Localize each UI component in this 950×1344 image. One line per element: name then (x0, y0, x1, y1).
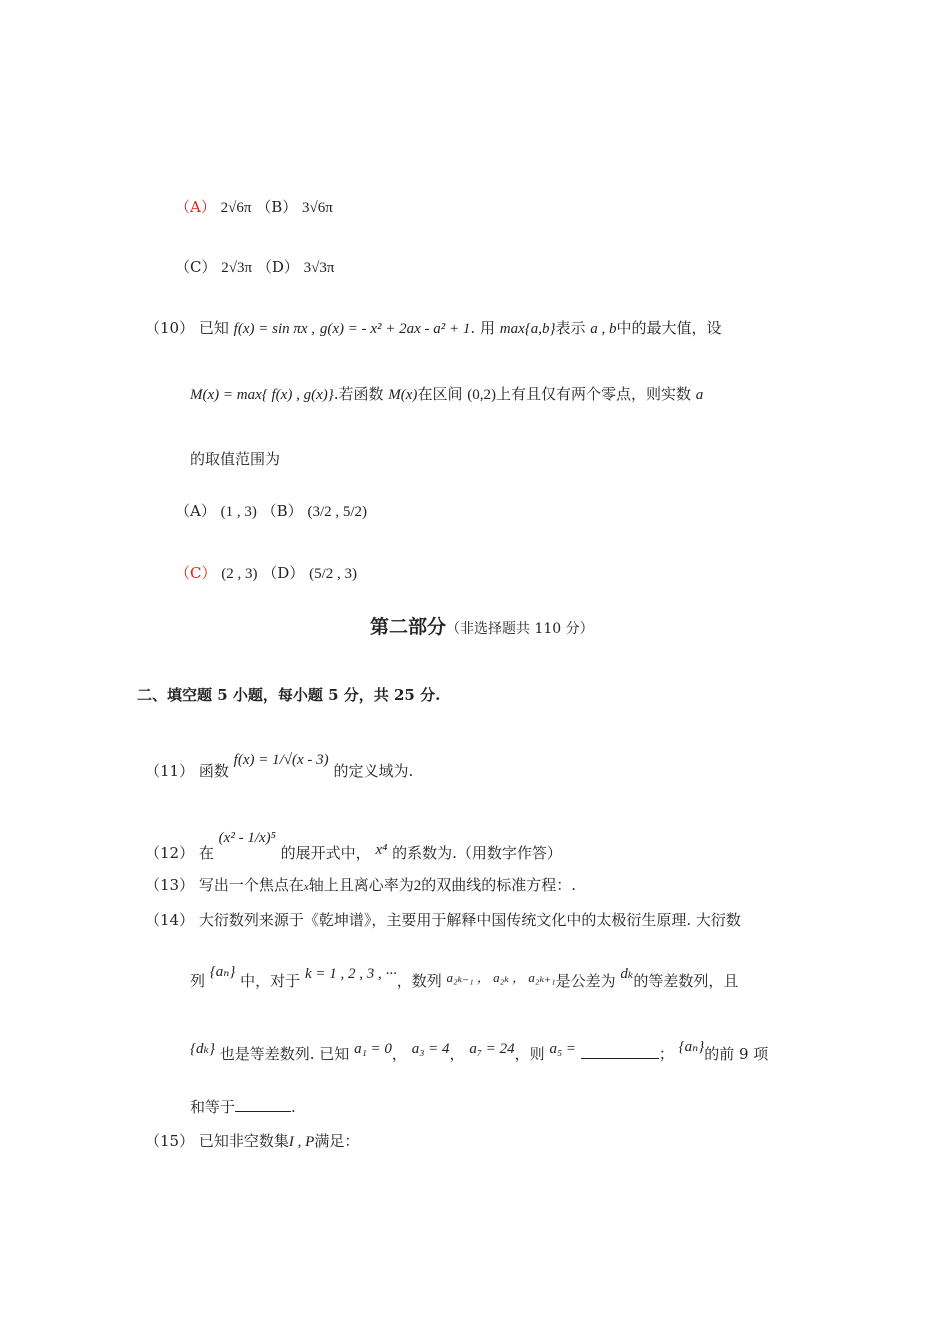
q14-sequence-an: {aₙ} (209, 964, 236, 980)
q15-line (145, 1130, 359, 1151)
q9-option-c-value: 2√3π (221, 260, 253, 276)
q10-line1 (145, 317, 722, 338)
q10-option-b-label: （B） (261, 502, 303, 520)
q15-sets: I , P (288, 1134, 315, 1150)
q10-option-a-value: (1 , 3) (220, 504, 257, 520)
q12-term: x⁴ (375, 842, 388, 858)
q10-text: 在区间 (417, 385, 463, 403)
q14-text: 的前 9 项 (704, 1045, 769, 1063)
q11-line (145, 752, 414, 781)
q10-ab-variables: a , b (590, 321, 617, 337)
q9-option-a-label: （A） (175, 198, 216, 216)
q10-line2 (190, 383, 703, 404)
q15-text: 已知非空数集 (198, 1132, 289, 1150)
q10-text: 中的最大值，设 (616, 319, 722, 337)
q14-terms: a₂ₖ₋₁ ， a₂ₖ ， a₂ₖ₊₁ (446, 970, 556, 985)
q9-option-b-label: （B） (256, 198, 298, 216)
q11-text: 函数 (198, 762, 229, 780)
q10-options-row1 (175, 500, 367, 521)
q10-options-row2 (175, 562, 357, 583)
q14-a7: a₇ = 24 (469, 1041, 515, 1057)
q10-a-variable: a (695, 387, 704, 403)
q14-text: ，则 (514, 1045, 545, 1063)
q10-option-c-label: （C） (175, 564, 217, 582)
q14-sequence-dk: {dₖ} (190, 1041, 215, 1057)
q10-option-c-value: (2 , 3) (221, 566, 258, 582)
q14-a5: a₅ = (549, 1041, 577, 1057)
q14-number: （14） (145, 911, 195, 929)
section2-heading: 二、填空题 5 小题，每小题 5 分，共 25 分. (137, 686, 441, 704)
q14-answer-blank-2[interactable] (235, 1097, 291, 1112)
q11-expression: f(x) = 1/√(x - 3) (233, 752, 329, 768)
q10-line3 (190, 448, 280, 469)
q10-text: . 用 (470, 319, 495, 337)
q11-number: （11） (145, 762, 195, 780)
q14-line3: {dₖ} 也是等差数列. 已知 a₁ = 0， a₃ = 4， a₇ = 24，则 a₅ = ； {aₙ}的前 9 项 (190, 1039, 769, 1063)
q10-option-a-label: （A） (175, 502, 216, 520)
q9-options-row1 (175, 196, 333, 217)
q10-option-b-value: (3/2 , 5/2) (307, 504, 368, 520)
q14-line1 (145, 909, 741, 930)
q14-text: ，数列 (396, 972, 442, 990)
q14-text: 是公差为 (555, 972, 616, 990)
q10-f-definition: f(x) = sin πx , (233, 321, 316, 337)
q10-text: .若函数 (333, 385, 384, 403)
q13-line (145, 874, 576, 895)
q10-g-definition: g(x) = - x² + 2ax - a² + 1 (319, 321, 471, 337)
q13-text: 的双曲线的标准方程：. (421, 876, 577, 894)
q10-m-definition: M(x) = max{ f(x) , g(x)} (190, 387, 334, 403)
q15-text: 满足： (314, 1132, 360, 1150)
q14-text: 中，对于 (240, 972, 301, 990)
q14-text: 和等于 (190, 1098, 236, 1116)
q14-k-values: k = 1 , 2 , 3 , ··· (304, 966, 397, 982)
q14-text: 也是等差数列. 已知 (219, 1045, 350, 1063)
q12-text: 在 (198, 844, 214, 862)
q10-text: 的取值范围为 (190, 450, 281, 468)
q9-options-row2 (175, 256, 334, 277)
q12-line (145, 830, 562, 863)
q14-text: 大衍数列来源于《乾坤谱》，主要用于解释中国传统文化中的太极衍生原理. 大衍数 (198, 911, 741, 929)
q14-sequence-an-2: {aₙ} (678, 1039, 705, 1055)
q14-text: ； (658, 1045, 674, 1063)
q9-option-d-value: 3√3π (303, 260, 335, 276)
q12-number: （12） (145, 844, 195, 862)
q13-text: 轴上且离心率为 (308, 876, 414, 894)
q12-expression: (x² - 1/x)⁵ (218, 830, 276, 846)
q14-text: 列 (190, 972, 206, 990)
q10-number: （10） (145, 319, 195, 337)
q13-text: 写出一个焦点在 (198, 876, 304, 894)
q14-text: 的等差数列，且 (633, 972, 739, 990)
q10-text: 表示 (555, 319, 586, 337)
q10-mx: M(x) (388, 387, 418, 403)
q9-option-b-value: 3√6π (302, 200, 333, 216)
q12-text: 的系数为.（用数字作答） (392, 844, 562, 862)
q14-dk: dₖ (620, 966, 634, 982)
q10-option-d-value: (5/2 , 3) (309, 566, 358, 582)
q14-line4 (190, 1096, 296, 1117)
q10-option-d-label: （D） (262, 564, 305, 582)
part2-subtitle: （非选择题共 110 分） (446, 621, 594, 637)
q9-option-a-value: 2√6π (220, 200, 252, 216)
q14-a3: a₃ = 4 (411, 1041, 450, 1057)
q9-option-d-label: （D） (256, 258, 299, 276)
q10-text: 已知 (198, 319, 229, 337)
q14-a1: a₁ = 0 (354, 1041, 392, 1057)
part2-title: 第二部分 (370, 616, 447, 638)
q13-x-variable: x (303, 881, 309, 893)
part2-heading (370, 612, 594, 639)
q12-text: 的展开式中， (280, 844, 371, 862)
q10-max-expression: max{a,b} (499, 321, 556, 337)
q10-interval: (0,2) (467, 387, 496, 403)
q14-line2 (190, 964, 739, 991)
q14-answer-blank-1[interactable] (581, 1044, 659, 1059)
q9-option-c-label: （C） (175, 258, 217, 276)
q13-number: （13） (145, 876, 195, 894)
q10-text: 上有且仅有两个零点，则实数 (495, 385, 691, 403)
q11-text: 的定义域为. (333, 762, 414, 780)
q13-eccentricity: 2 (413, 878, 422, 894)
q15-number: （15） (145, 1132, 195, 1150)
q14-text: . (291, 1098, 296, 1116)
